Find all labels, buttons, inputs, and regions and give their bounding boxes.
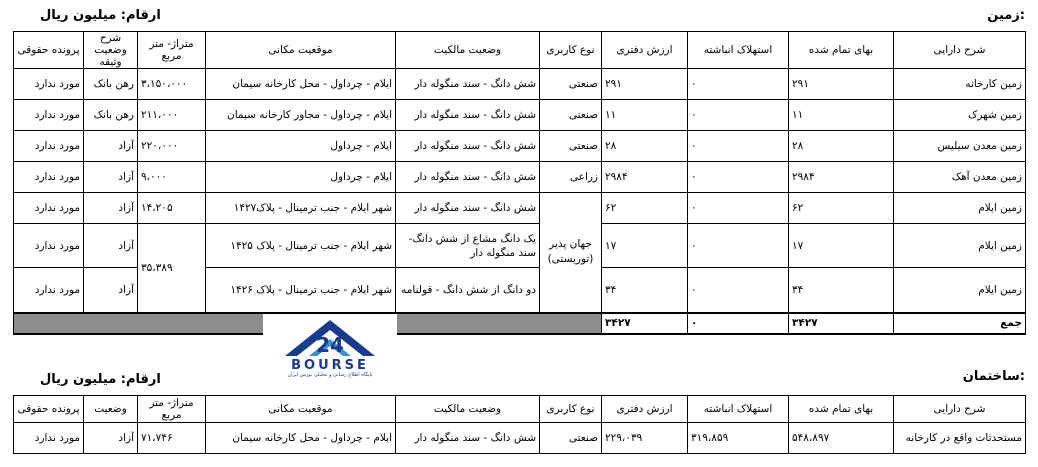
bourse-logo (263, 314, 397, 380)
book-value-cell: ۳۴ (602, 268, 688, 313)
header-asset: شرح دارایی (894, 396, 1026, 423)
collateral-cell: رهن بانک (84, 69, 138, 100)
header-status: وضعیت (84, 396, 138, 423)
area-cell: ۳،۱۵۰،۰۰۰ (138, 69, 206, 100)
building-section-title: ساختمان: (962, 369, 1025, 384)
header-area: متراژ- متر مربع (138, 32, 206, 69)
ownership-cell: شش دانگ - سند منگوله دار (396, 193, 540, 224)
depreciation-cell: ۰ (688, 193, 789, 224)
table-row (14, 193, 1026, 224)
land-section-title: زمین: (987, 8, 1025, 23)
legal-cell: مورد ندارد (14, 131, 84, 162)
collateral-cell: آزاد (84, 131, 138, 162)
header-area: متراژ- متر مربع (138, 396, 206, 423)
legal-cell: مورد ندارد (14, 224, 84, 268)
usage-cell: صنعتی (540, 131, 602, 162)
depreciation-cell: ۰ (688, 162, 789, 193)
asset-cell: زمین معدن سیلیس (894, 131, 1026, 162)
location-cell: ایلام - چرداول - محل کارخانه سیمان (206, 423, 396, 454)
header-location: موقعیت مکانی (206, 396, 396, 423)
depreciation-cell: ۰ (688, 131, 789, 162)
book-value-cell: ۱۱ (602, 100, 688, 131)
location-cell: شهر ایلام - جنب ترمینال - پلاک۱۴۲۷ (206, 193, 396, 224)
svg-text:24: 24 (316, 333, 344, 357)
location-cell: ایلام - چرداول (206, 162, 396, 193)
location-cell: ایلام - چرداول (206, 131, 396, 162)
book-value-cell: ۲۲۹،۰۳۹ (602, 423, 688, 454)
area-cell: ۷۱،۷۴۶ (138, 423, 206, 454)
ownership-cell: شش دانگ - سند منگوله دار (396, 162, 540, 193)
book-value-cell: ۲۹۸۴ (602, 162, 688, 193)
depreciation-cell: ۰ (688, 69, 789, 100)
depreciation-cell: ۰ (688, 224, 789, 268)
legal-cell: مورد ندارد (14, 162, 84, 193)
cost-cell: ۲۹۱ (789, 69, 894, 100)
table-row (14, 224, 1026, 268)
header-usage: نوع کاربری (540, 32, 602, 69)
cost-cell: ۳۴ (789, 268, 894, 313)
area-cell: ۲۲۰،۰۰۰ (138, 131, 206, 162)
area-cell-merged: ۳۵،۳۸۹ (138, 224, 206, 313)
building-header-row (14, 396, 1026, 423)
header-legal: پرونده حقوقی (14, 32, 84, 69)
header-collateral: شرح وضعیت وثیقه (84, 32, 138, 69)
legal-cell: مورد ندارد (14, 69, 84, 100)
book-value-cell: ۶۲ (602, 193, 688, 224)
status-cell: آزاد (84, 423, 138, 454)
depreciation-cell: ۰ (688, 268, 789, 313)
asset-cell: زمین ایلام (894, 268, 1026, 313)
bourse-logo-icon (263, 314, 397, 360)
cost-cell: ۲۸ (789, 131, 894, 162)
cost-cell: ۶۲ (789, 193, 894, 224)
asset-cell: زمین ایلام (894, 193, 1026, 224)
building-table (13, 395, 1026, 454)
usage-cell: زراعی (540, 162, 602, 193)
header-book-value: ارزش دفتری (602, 396, 688, 423)
depreciation-cell: ۰ (688, 100, 789, 131)
table-row (14, 100, 1026, 131)
ownership-cell: دو دانگ از شش دانگ - قولنامه (396, 268, 540, 313)
legal-cell: مورد ندارد (14, 100, 84, 131)
table-row (14, 69, 1026, 100)
ownership-cell: شش دانگ - سند منگوله دار (396, 100, 540, 131)
header-cost: بهای تمام شده (789, 396, 894, 423)
usage-cell-tourism: جهان پذیر (توریستی) (540, 193, 602, 313)
asset-cell: زمین کارخانه (894, 69, 1026, 100)
header-asset: شرح دارایی (894, 32, 1026, 69)
collateral-cell: آزاد (84, 193, 138, 224)
book-value-cell: ۲۹۱ (602, 69, 688, 100)
ownership-cell: شش دانگ - سند منگوله دار (396, 131, 540, 162)
header-cost: بهای تمام شده (789, 32, 894, 69)
asset-cell: مستحدثات واقع در کارخانه (894, 423, 1026, 454)
cost-cell: ۲۹۸۴ (789, 162, 894, 193)
land-header-row (14, 32, 1026, 69)
usage-cell: صنعتی (540, 100, 602, 131)
building-unit-label: ارقام: میلیون ریال (40, 372, 161, 387)
header-location: موقعیت مکانی (206, 32, 396, 69)
ownership-cell: شش دانگ - سند منگوله دار (396, 69, 540, 100)
header-book-value: ارزش دفتری (602, 32, 688, 69)
legal-cell: مورد ندارد (14, 423, 84, 454)
location-cell: شهر ایلام - جنب ترمینال - پلاک ۱۴۲۵ (206, 224, 396, 268)
legal-cell: مورد ندارد (14, 268, 84, 313)
usage-cell: صنعتی (540, 69, 602, 100)
location-cell: ایلام - چرداول - محل کارخانه سیمان (206, 69, 396, 100)
total-depreciation: ۰ (688, 313, 789, 334)
total-label: جمع (894, 313, 1026, 334)
collateral-cell: آزاد (84, 162, 138, 193)
area-cell: ۲۱۱،۰۰۰ (138, 100, 206, 131)
bourse-logo-text: BOURSE (291, 358, 369, 373)
collateral-cell: آزاد (84, 224, 138, 268)
location-cell: شهر ایلام - جنب ترمینال - پلاک ۱۴۲۶ (206, 268, 396, 313)
legal-cell: مورد ندارد (14, 193, 84, 224)
table-row (14, 423, 1026, 454)
asset-cell: زمین شهرک (894, 100, 1026, 131)
asset-cell: زمین معدن آهک (894, 162, 1026, 193)
header-ownership: وضعیت مالکیت (396, 396, 540, 423)
area-cell: ۹،۰۰۰ (138, 162, 206, 193)
cost-cell: ۵۴۸،۸۹۷ (789, 423, 894, 454)
ownership-cell: شش دانگ - سند منگوله دار (396, 423, 540, 454)
ownership-cell: یک دانگ مشاع از شش دانگ- سند منگوله دار (396, 224, 540, 268)
header-usage: نوع کاربری (540, 396, 602, 423)
header-depreciation: استهلاک انباشته (688, 396, 789, 423)
total-book-value: ۳۴۲۷ (602, 313, 688, 334)
header-ownership: وضعیت مالکیت (396, 32, 540, 69)
land-total-row (14, 313, 1026, 334)
table-row (14, 162, 1026, 193)
depreciation-cell: ۳۱۹،۸۵۹ (688, 423, 789, 454)
total-cost: ۳۴۲۷ (789, 313, 894, 334)
land-table (13, 31, 1026, 335)
header-depreciation: استهلاک انباشته (688, 32, 789, 69)
cost-cell: ۱۱ (789, 100, 894, 131)
book-value-cell: ۲۸ (602, 131, 688, 162)
area-cell: ۱۴،۲۰۵ (138, 193, 206, 224)
location-cell: ایلام - چرداول - مجاور کارخانه سیمان (206, 100, 396, 131)
asset-cell: زمین ایلام (894, 224, 1026, 268)
cost-cell: ۱۷ (789, 224, 894, 268)
land-unit-label: ارقام: میلیون ریال (40, 8, 161, 23)
collateral-cell: رهن بانک (84, 100, 138, 131)
book-value-cell: ۱۷ (602, 224, 688, 268)
table-row (14, 131, 1026, 162)
bourse-logo-subtitle: پایگاه اطلاع رسانی و تحلیلی بورس ایران (287, 372, 373, 378)
collateral-cell: آزاد (84, 268, 138, 313)
usage-cell: صنعتی (540, 423, 602, 454)
header-legal: پرونده حقوقی (14, 396, 84, 423)
